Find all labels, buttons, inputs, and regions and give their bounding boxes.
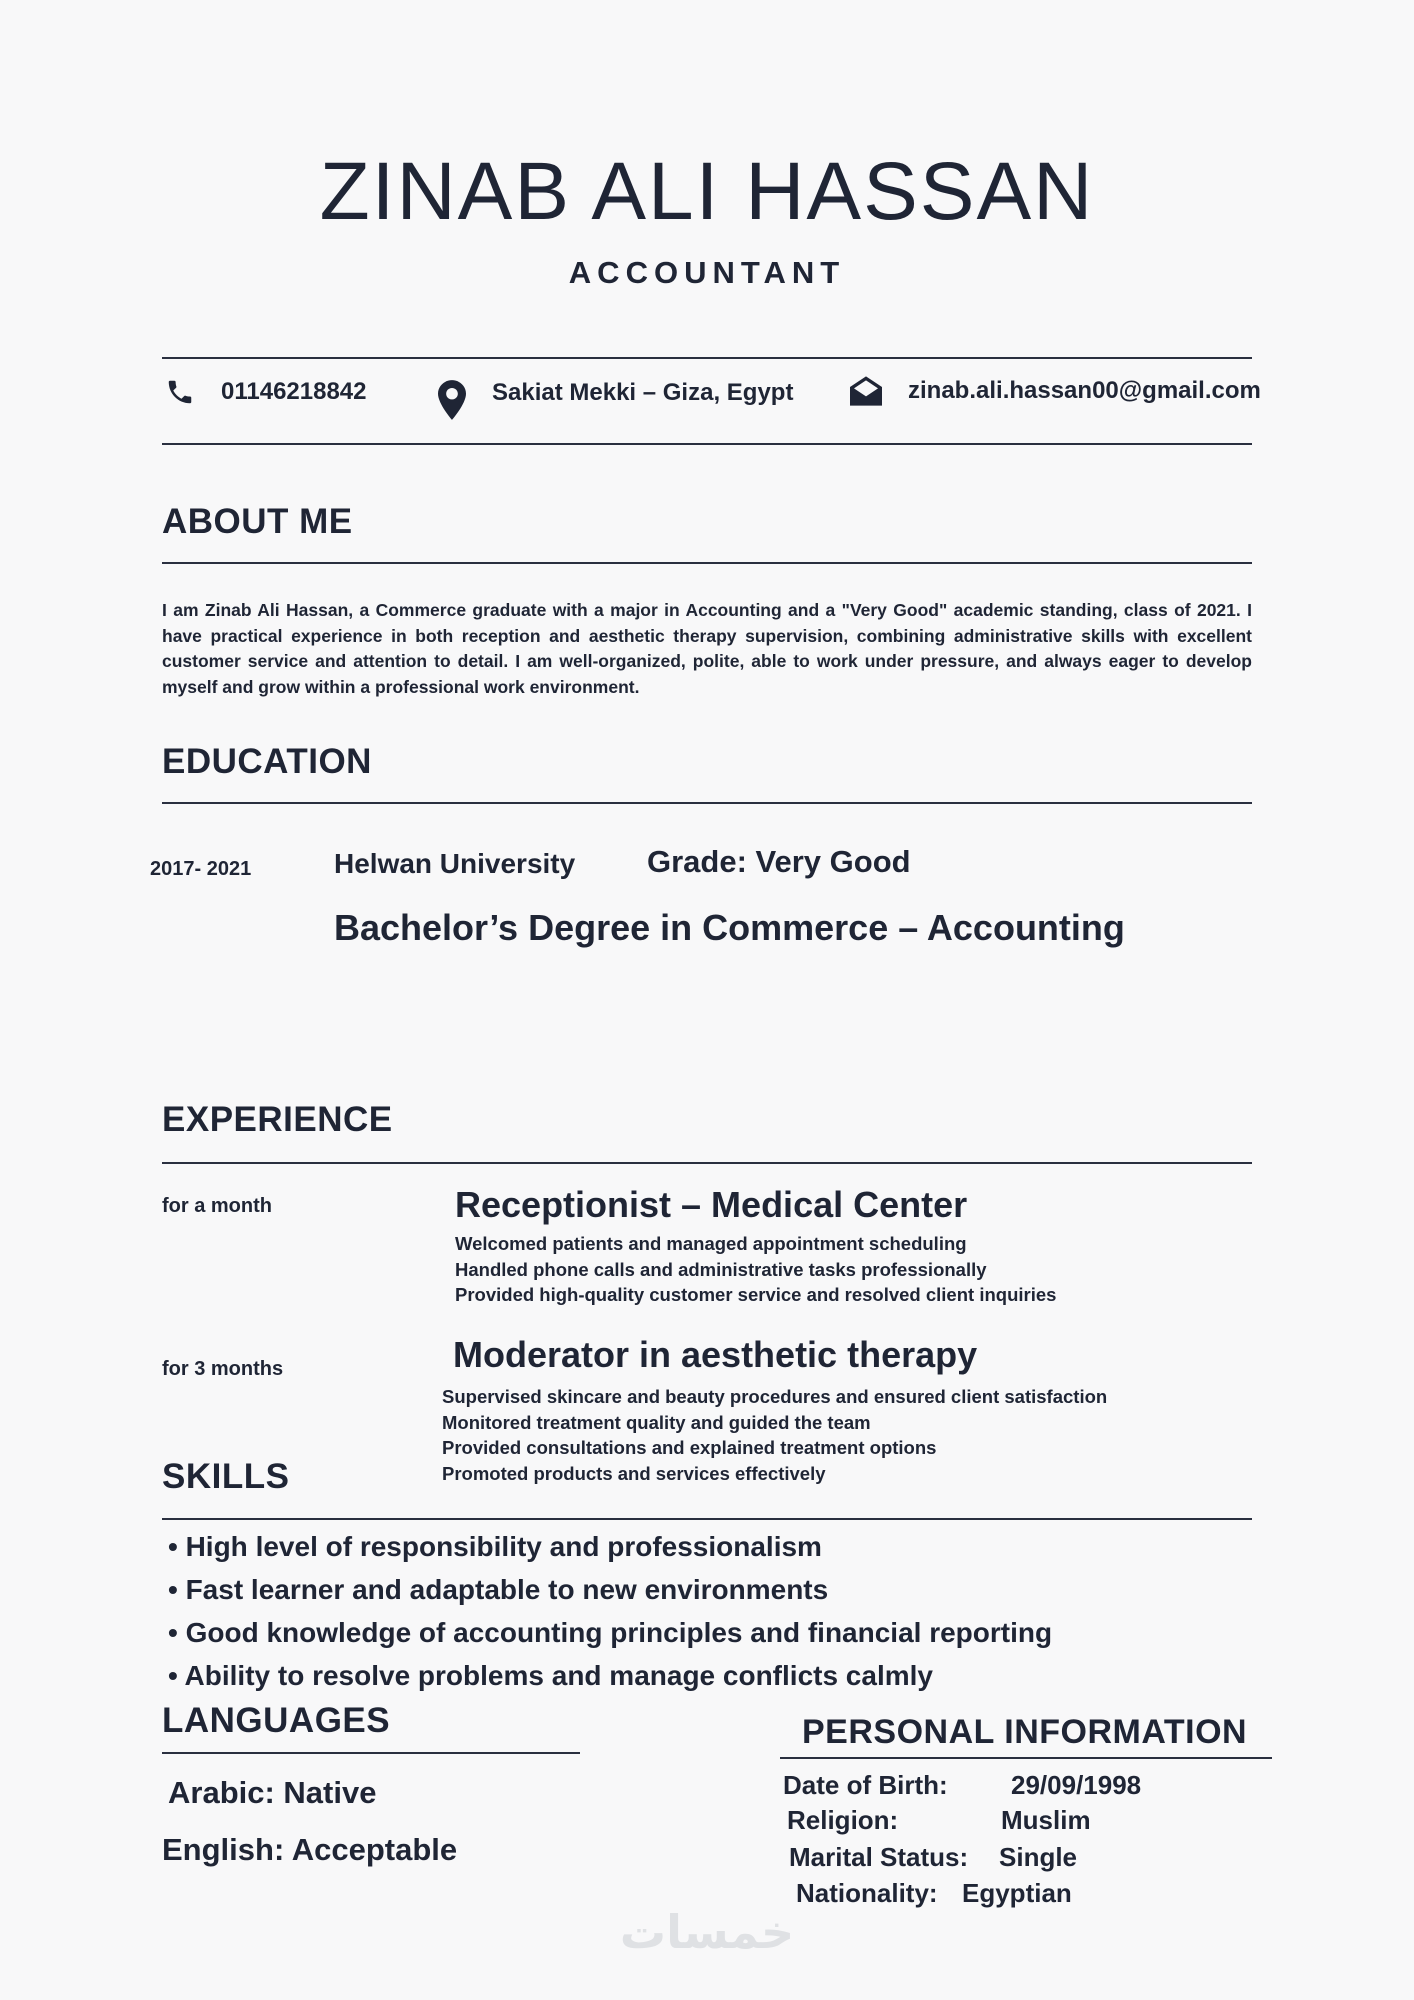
education-heading: EDUCATION (162, 742, 372, 781)
watermark-logo: خمسات (619, 1906, 795, 1958)
job-bullets (442, 1384, 1107, 1486)
full-name: ZINAB ALI HASSAN (319, 146, 1095, 237)
skills-heading: SKILLS (162, 1457, 290, 1496)
nationality-label: Nationality: (796, 1878, 938, 1908)
job-title: ACCOUNTANT (568, 255, 846, 290)
about-text: I am Zinab Ali Hassan, a Commerce graduate with a major in Accounting and a "Very Good" academic standing, class of 2021. I have practical experience in both reception and aesthetic therapy supervision, combining administrative skills with excellent customer service and attention to detail. I am well-organized, polite, able to work under pressure, and always eager to develop myself and grow within a professional work environment. (162, 600, 1252, 697)
email-address: zinab.ali.hassan00@gmail.com (908, 377, 1261, 404)
job-bullet: Provided high-quality customer service and resolved client inquiries (455, 1284, 1057, 1305)
job-bullet: Provided consultations and explained treatment options (442, 1437, 937, 1458)
religion-label: Religion: (787, 1805, 899, 1835)
skills-divider (162, 1518, 1252, 1520)
marital-status-label: Marital Status: (789, 1842, 969, 1872)
contact-top-divider (162, 357, 1252, 359)
skill-item: • Ability to resolve problems and manage conflicts calmly (168, 1660, 933, 1691)
experience-divider (162, 1162, 1252, 1164)
phone-number: 01146218842 (221, 378, 367, 405)
about-heading: ABOUT ME (162, 502, 353, 541)
location-text: Sakiat Mekki – Giza, Egypt (492, 379, 794, 406)
skill-item: • Good knowledge of accounting principles and financial reporting (168, 1617, 1053, 1648)
personal-info-divider (780, 1757, 1272, 1759)
religion-value: Muslim (1001, 1805, 1091, 1835)
job-duration: for a month (162, 1195, 272, 1217)
job-title-receptionist: Receptionist – Medical Center (455, 1184, 968, 1225)
dob-value: 29/09/1998 (1011, 1770, 1142, 1800)
contact-location (438, 380, 793, 420)
skills-list (168, 1531, 1052, 1703)
education-grade: Grade: Very Good (647, 844, 911, 879)
job-bullet: Monitored treatment quality and guided the team (442, 1411, 871, 1433)
phone-icon (165, 376, 195, 408)
contact-email[interactable] (850, 376, 1261, 406)
marital-status-value: Single (999, 1842, 1078, 1872)
job-duration: for 3 months (162, 1358, 284, 1380)
education-years: 2017- 2021 (150, 858, 252, 880)
job-bullet: Supervised skincare and beauty procedures and ensured client satisfaction (442, 1386, 1108, 1407)
language-english: English: Acceptable (162, 1832, 458, 1867)
experience-heading: EXPERIENCE (162, 1100, 393, 1139)
contact-phone[interactable] (165, 376, 367, 408)
skill-item: • Fast learner and adaptable to new environments (168, 1574, 829, 1605)
job-bullet: Promoted products and services effectively (442, 1462, 826, 1484)
languages-heading: LANGUAGES (162, 1701, 391, 1740)
education-divider (162, 802, 1252, 804)
location-pin-icon (438, 380, 466, 420)
contact-bottom-divider (162, 443, 1252, 445)
job-bullet: Welcomed patients and managed appointment scheduling (455, 1233, 967, 1254)
education-degree: Bachelor’s Degree in Commerce – Accounting (334, 907, 1125, 948)
dob-label: Date of Birth: (783, 1770, 948, 1800)
job-title-moderator: Moderator in aesthetic therapy (453, 1334, 978, 1375)
personal-info-heading: PERSONAL INFORMATION (802, 1713, 1248, 1751)
email-icon (850, 376, 882, 406)
about-divider (162, 562, 1252, 564)
language-arabic: Arabic: Native (168, 1775, 377, 1810)
job-bullets (455, 1231, 1056, 1308)
job-bullet: Handled phone calls and administrative tasks professionally (455, 1258, 987, 1280)
nationality-value: Egyptian (962, 1878, 1072, 1908)
languages-divider (162, 1752, 580, 1754)
education-school: Helwan University (334, 848, 576, 879)
skill-item: • High level of responsibility and professionalism (168, 1531, 822, 1562)
